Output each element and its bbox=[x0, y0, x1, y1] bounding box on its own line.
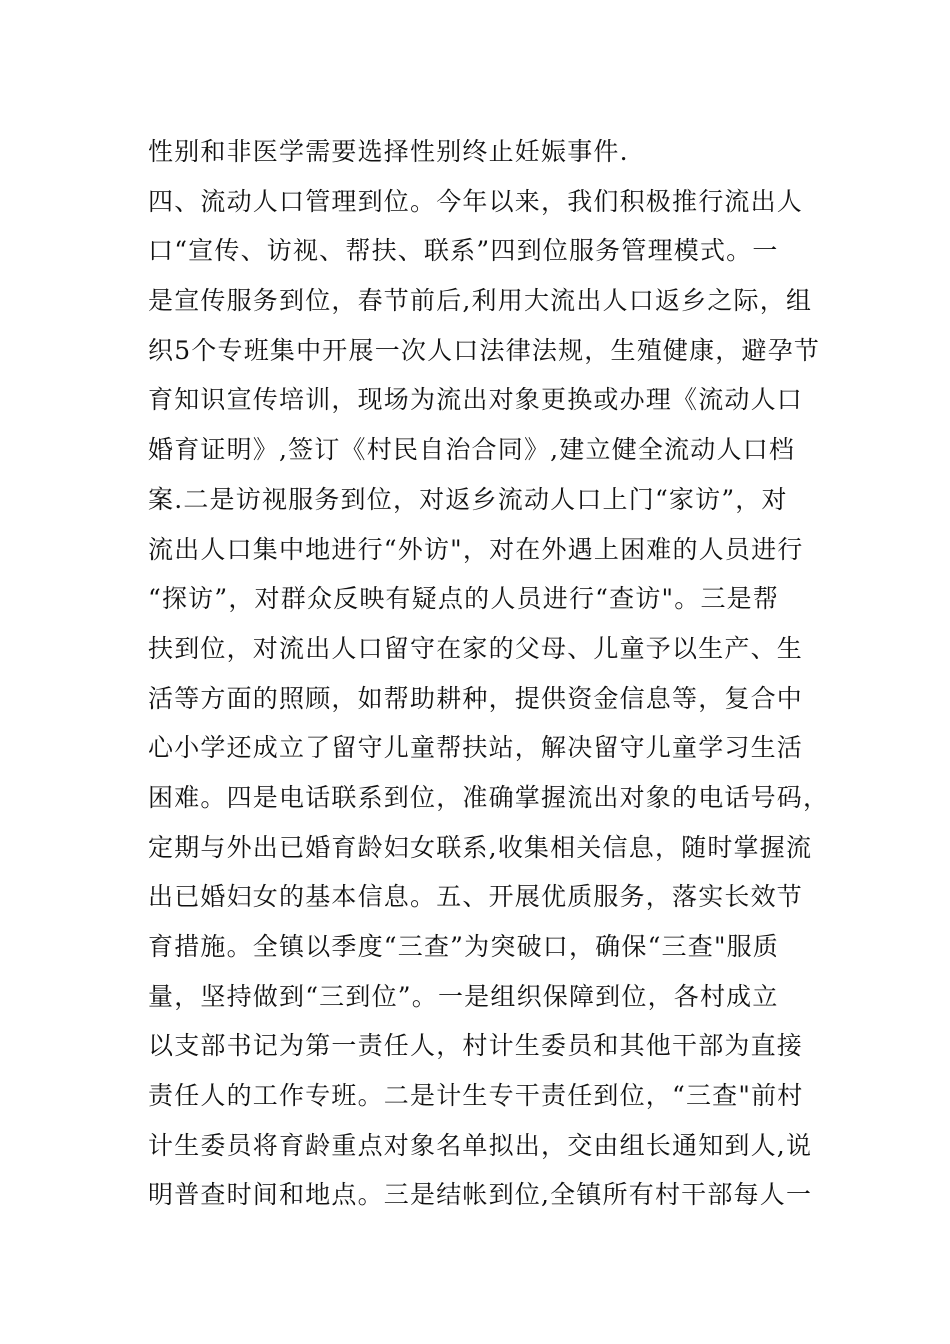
text-line: 扶到位，对流出人口留守在家的父母、儿童予以生产、生 bbox=[148, 633, 804, 663]
text-line: 心小学还成立了留守儿童帮扶站，解决留守儿童学习生活 bbox=[148, 733, 804, 763]
text-line: 困难。四是电话联系到位，准确掌握流出对象的电话号码， bbox=[148, 782, 830, 812]
text-line: 计生委员将育龄重点对象名单拟出，交由组长通知到人,说 bbox=[148, 1130, 813, 1160]
text-line: 责任人的工作专班。二是计生专干责任到位，“三查"前村 bbox=[148, 1081, 804, 1111]
text-line: 育措施。全镇以季度“三查”为突破口，确保“三查"服质 bbox=[148, 932, 780, 961]
text-line: 量，坚持做到“三到位”。一是组织保障到位，各村成立 bbox=[148, 981, 779, 1011]
text-line: 育知识宣传培训，现场为流出对象更换或办理《流动人口 bbox=[148, 385, 804, 415]
text-line: 四、流动人口管理到位。今年以来，我们积极推行流出人 bbox=[148, 186, 804, 216]
text-line: 案.二是访视服务到位，对返乡流动人口上门“家访”，对 bbox=[148, 484, 788, 514]
text-line: 定期与外出已婚育龄妇女联系,收集相关信息，随时掌握流 bbox=[148, 832, 813, 862]
document-body bbox=[148, 127, 830, 1220]
text-line: 织5个专班集中开展一次人口法律法规，生殖健康，避孕节 bbox=[148, 335, 821, 365]
text-line: 性别和非医学需要选择性别终止妊娠事件. bbox=[148, 137, 629, 166]
text-line: 口“宣传、访视、帮扶、联系”四到位服务管理模式。一 bbox=[148, 236, 779, 266]
text-line: 以支部书记为第一责任人，村计生委员和其他干部为直接 bbox=[148, 1031, 804, 1061]
text-line: 是宣传服务到位，春节前后,利用大流出人口返乡之际，组 bbox=[148, 286, 813, 316]
text-line: 出已婚妇女的基本信息。五、开展优质服务，落实长效节 bbox=[148, 882, 804, 912]
text-line: 明普查时间和地点。三是结帐到位,全镇所有村干部每人一 bbox=[148, 1180, 813, 1210]
text-line: 活等方面的照顾，如帮助耕种，提供资金信息等，复合中 bbox=[148, 683, 804, 713]
text-line: “探访”，对群众反映有疑点的人员进行“查访"。三是帮 bbox=[148, 584, 780, 614]
text-line: 流出人口集中地进行“外访"，对在外遇上困难的人员进行 bbox=[148, 534, 804, 564]
text-line: 婚育证明》,签订《村民自治合同》,建立健全流动人口档 bbox=[148, 435, 796, 465]
